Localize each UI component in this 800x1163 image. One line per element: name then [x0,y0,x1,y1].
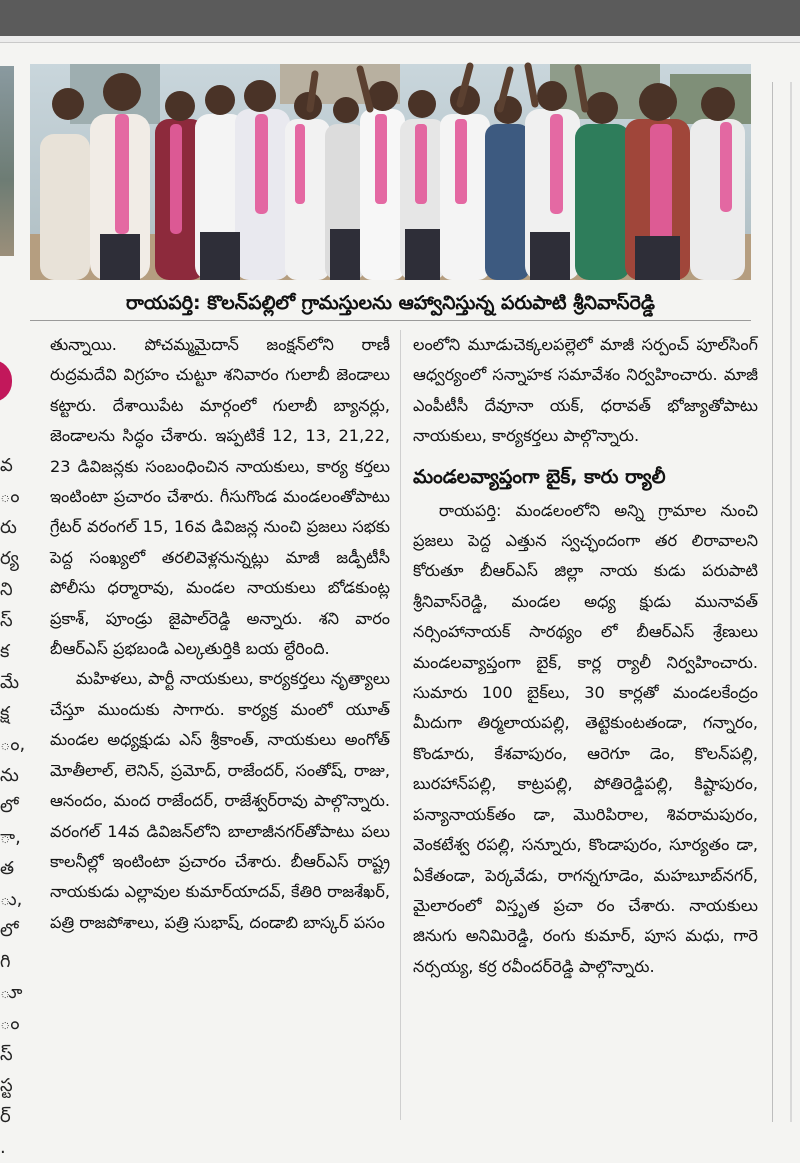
left-paragraph-2: మహిళలు, పార్టీ నాయకులు, కార్యకర్తలు నృత్యాలు చేస్తూ ముందుకు సాగారు. కార్యక్ర మంలో యూత్ మండల అధ్యక్షుడు ఎస్ శ్రీకాంత్, నాయకులు అంగోత్ మోతీలాల్, లెనిన్, ప్రమోద్, రాజేందర్, సంతోష్, రాజు, ఆనందం, మంద రాజేందర్, రాజేశ్వర్‌రావు పాల్గొన్నారు. వరంగల్ 14వ డివిజన్‌లోని బాలాజీనగర్‌తోపాటు పలు కాలనీల్లో ఇంటింటా ప్రచారం చేశారు. బీఆర్ఎస్ రాష్ట్ర నాయకుడు ఎల్లావుల కుమార్‌యాదవ్, కేతిరి రాజశేఖర్, పత్రి రాజపోశాలు, పత్రి సుభాష్, దండాబి బాస్కర్ పసం [50,669,390,932]
previous-article-marker [0,360,12,402]
rally-photo [30,64,751,280]
photo-caption: రాయపర్తి: కొలన్‌పల్లిలో గ్రామస్తులను ఆహ్వానిస్తున్న పరుపాటి శ్రీనివాస్‌రెడ్డి [30,286,751,321]
right-paragraph-2: రాయపర్తి: మండలంలోని అన్ని గ్రామాల నుంచి ప్రజలు పెద్ద ఎత్తున స్వచ్ఛందంగా తర లిరావాలని కోరుతూ బీఆర్ఎస్ జిల్లా నాయ కుడు పరుపాటి శ్రీనివాస్‌రెడ్డి, మండల అధ్య క్షుడు మునావత్ నర్సింహానాయక్ సారథ్యం లో బీఆర్ఎస్ శ్రేణులు మండలవ్యాప్తంగా బైక్, కార్ల ర్యాలీ నిర్వహించారు. సుమారు 100 బైక్‌లు, 30 కార్లతో మండలకేంద్రం మీదుగా తిర్మలాయపల్లి, తెట్టెకుంటతండా, గన్నారం, కొండూరు, కేశవాపురం, ఆరెగూ డెం, కొలన్‌పల్లి, బురహాన్‌పల్లి, కాట్రపల్లి, పోతిరెడ్డిపల్లి, కిష్టాపురం, పన్యానాయక్‌తం డా, మొరిపిరాల, శివరామపురం, వెంకటేశ్వ రపల్లి, సన్నూరు, కొండాపురం, సూర్యతం డా, ఏకేతండా, పెర్కవేడు, రాగన్నగూడెం, మహబూబ్‌నగర్, మైలారంలో విస్తృత ప్రచా రం చేశారు. నాయకులు జినుగు అనిమిరెడ్డి, రంగు కుమార్, పూస మధు, గారె నర్సయ్య, కర్ర రవీందర్‌రెడ్డి పాల్గొన్నారు. [413,500,758,976]
previous-article-text: వ ం రు ర్య ని స్ క మే క్ష ం, ను లో ా, త ు, లో గి ూ ం స్ స్ట ర్ . [0,455,26,1158]
right-column-rule [772,82,773,1122]
page-header-bar [0,0,800,36]
page-header-rule [0,36,800,43]
right-paragraph-1: లంలోని మూడుచెక్కలపల్లెలో మాజీ సర్పంచ్ పూల్‌సింగ్ ఆధ్వర్యంలో సన్నాహక సమావేశం నిర్వహించారు. మాజీ ఎంపీటీసీ దేవూనా యక్, ధరావత్ భోజ్యాతోపాటు నాయకులు, కార్యకర్తలు పాల్గొన్నారు. [413,335,758,446]
article-right-column [413,330,758,982]
previous-article-strip [0,60,26,1158]
column-divider [400,330,401,1120]
rally-photo-illustration [30,64,751,280]
previous-article-photo [0,66,14,256]
right-page-edge [790,82,792,1122]
article-left-column [50,330,390,938]
article-subheading: మండలవ్యాప్తంగా బైక్, కారు ర్యాలీ [413,465,666,488]
left-paragraph-1: తున్నాయి. పోచమ్మమైదాన్ జంక్షన్‌లోని రాణీ రుద్రమదేవి విగ్రహం చుట్టూ శనివారం గులాబీ జెండాలు కట్టారు. దేశాయిపేట మార్గంలో గులాబీ బ్యానర్లు, జెండాలను సిద్ధం చేశారు. ఇప్పటికే 12, 13, 21,22, 23 డివిజన్లకు సంబంధించిన నాయకులు, కార్య కర్తలు ఇంటింటా ప్రచారం చేశారు. గీసుగొండ మండలంతోపాటు గ్రేటర్ వరంగల్ 15, 16వ డివిజన్ల నుంచి ప్రజలు సభకు పెద్ద సంఖ్యలో తరలివెళ్లనున్నట్లు మాజీ జడ్పీటీసీ పోలీసు ధర్మారావు, మండల నాయకులు బోడకుంట్ల ప్రకాశ్, పూండ్రు జైపాల్‌రెడ్డి అన్నారు. శని వారం బీఆర్ఎస్ ప్రభబండి ఎల్కతుర్తికి బయ ల్దేరింది. [50,335,390,659]
